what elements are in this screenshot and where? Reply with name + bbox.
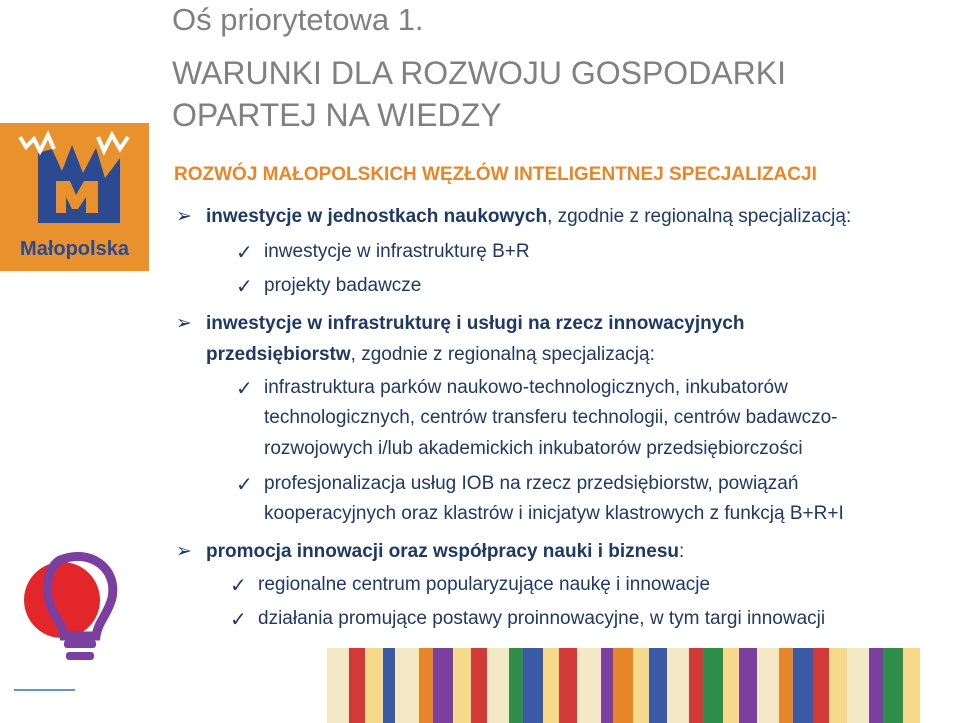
slide-title — [172, 52, 872, 136]
bullet-2-bold-line2: przedsiębiorstw — [206, 344, 351, 365]
bullet-2-line-2 — [206, 344, 655, 366]
bullet-2-item-1-line-2: technologicznych, centrów transferu technologii, centrów badawczo- — [264, 407, 838, 428]
bullet-3-item-1: regionalne centrum popularyzujące naukę i innowacje — [258, 574, 711, 595]
bullet-1-bold: inwestycje w jednostkach naukowych — [206, 206, 548, 227]
slide-title-line2: WARUNKI DLA ROZWOJU GOSPODARKI — [172, 55, 786, 91]
bullet-3-rest: : — [679, 541, 685, 562]
bullet-3-bold: promocja innowacji oraz współpracy nauki i biznesu — [206, 541, 679, 562]
arrow-bullet-icon: ➢ — [176, 313, 192, 334]
bullet-2-item-1-line-1: infrastruktura parków naukowo-technologicznych, inkubatorów — [264, 377, 788, 398]
bullet-1-item-2: projekty badawcze — [264, 275, 422, 296]
arrow-bullet-icon: ➢ — [176, 541, 192, 562]
checkmark-icon: ✓ — [236, 474, 253, 496]
checkmark-icon: ✓ — [230, 609, 247, 631]
bullet-2-item-2-line-1: profesjonalizacja usług IOB na rzecz przedsiębiorstw, powiązań — [264, 473, 799, 494]
bullet-2-line-1 — [206, 313, 745, 335]
malopolska-logo — [0, 123, 149, 271]
lightbulb-icon — [20, 540, 130, 670]
checkmark-icon: ✓ — [236, 276, 253, 298]
bullet-2-item-1-line-3: rozwojowych i/lub akademickich inkubatorów przedsiębiorczości — [264, 438, 803, 459]
malopolska-crest-icon — [0, 123, 149, 238]
bullet-3-item-2: działania promujące postawy proinnowacyjne, w tym targi innowacji — [258, 608, 826, 629]
section-subtitle: ROZWÓJ MAŁOPOLSKICH WĘZŁÓW INTELIGENTNEJ SPECJALIZACJI — [174, 164, 817, 185]
bullet-1-text — [206, 206, 851, 228]
slide-title-line3: OPARTEJ NA WIEDZY — [172, 97, 502, 133]
bullet-1-item-1: inwestycje w infrastrukturę B+R — [264, 241, 530, 262]
checkmark-icon: ✓ — [236, 378, 253, 400]
slide-title-line1: Oś priorytetowa 1. — [172, 2, 424, 37]
bullet-2-rest: , zgodnie z regionalną specjalizacją: — [350, 344, 655, 365]
checkmark-icon: ✓ — [230, 575, 247, 597]
bullet-2-item-2-line-2: kooperacyjnych oraz klastrów i inicjatyw klastrowych z funkcją B+R+I — [264, 503, 844, 524]
folk-stripe-banner — [327, 648, 960, 723]
arrow-bullet-icon: ➢ — [176, 206, 192, 227]
bullet-1-rest: , zgodnie z regionalną specjalizacją: — [547, 206, 852, 227]
bullet-3-text — [206, 541, 684, 563]
decorative-underline — [14, 689, 75, 691]
bullet-2-bold-line1: inwestycje w infrastrukturę i usługi na rzecz innowacyjnych — [206, 313, 745, 334]
logo-text: Małopolska — [20, 238, 129, 260]
checkmark-icon: ✓ — [236, 242, 253, 264]
